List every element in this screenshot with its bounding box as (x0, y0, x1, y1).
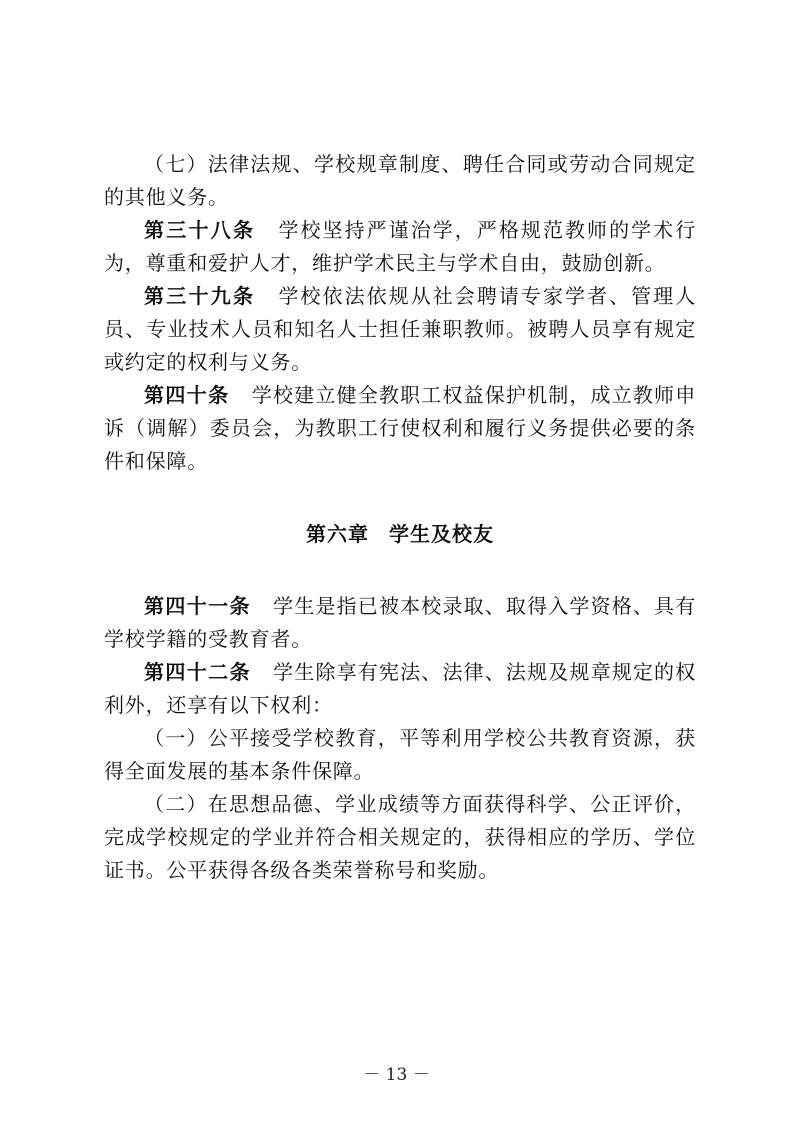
article-text: 学校坚持严谨治学，严格规范教师的学术行为，尊重和爱护人才，维护学术民主与学术自由，鼓励创新。 (104, 218, 697, 275)
paragraph-duty-7 (104, 148, 696, 214)
chapter-heading (104, 518, 696, 551)
article-40 (104, 379, 696, 478)
article-text: 学生除享有宪法、法律、法规及规章规定的权利外，还享有以下权利： (104, 660, 697, 717)
article-text: 学校依法依规从社会聘请专家学者、管理人员、专业技术人员和知名人士担任兼职教师。被聘人员享有规定或约定的权利与义务。 (104, 284, 697, 374)
article-number: 第三十九条 (144, 284, 256, 308)
page-number: － 13 － (363, 1065, 430, 1085)
article-number: 第四十二条 (144, 660, 251, 684)
paragraph-text: （二）在思想品德、学业成绩等方面获得科学、公正评价，完成学校规定的学业并符合相关规定的，获得相应的学历、学位证书。公平获得各级各类荣誉称号和奖励。 (104, 792, 696, 882)
document-body (104, 148, 696, 887)
article-number: 第四十条 (144, 383, 230, 407)
article-text: 学校建立健全教职工权益保护机制，成立教师申诉（调解）委员会，为教职工行使权利和履行义务提供必要的条件和保障。 (104, 383, 697, 473)
article-38 (104, 214, 696, 280)
article-39 (104, 280, 696, 379)
article-42 (104, 656, 696, 722)
article-text: 学生是指已被本校录取、取得入学资格、具有学校学籍的受教育者。 (104, 594, 697, 651)
chapter-title-text: 学生及校友 (389, 522, 494, 546)
article-number: 第三十八条 (144, 218, 256, 242)
article-number: 第四十一条 (144, 594, 251, 618)
chapter-number: 第六章 (306, 522, 369, 546)
article-41 (104, 590, 696, 656)
right-item-2 (104, 788, 696, 887)
paragraph-text: （一）公平接受学校教育，平等利用学校公共教育资源，获得全面发展的基本条件保障。 (104, 726, 696, 783)
right-item-1 (104, 722, 696, 788)
paragraph-text: （七）法律法规、学校规章制度、聘任合同或劳动合同规定的其他义务。 (104, 152, 696, 209)
